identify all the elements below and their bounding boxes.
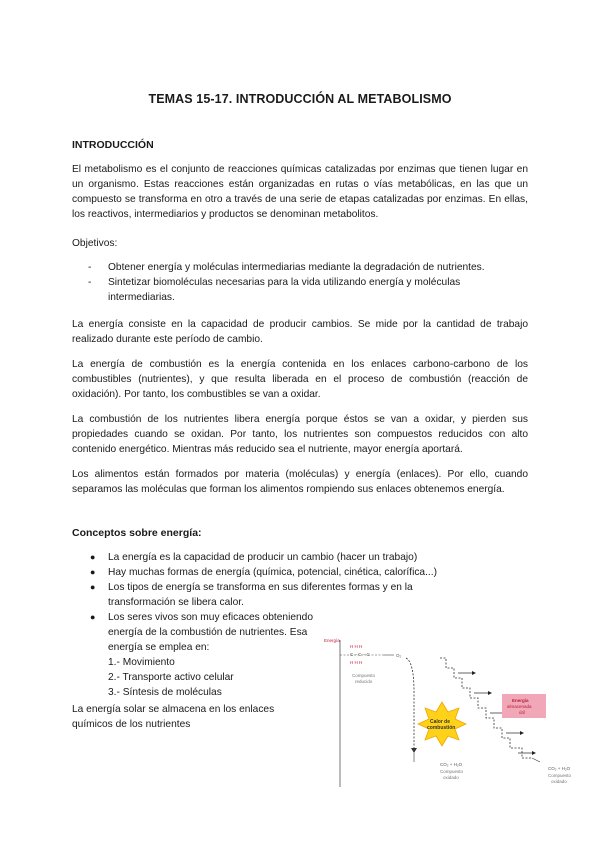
objective-text: Obtener energía y moléculas intermediarias mediante la degradación de nutrientes. xyxy=(108,262,485,273)
objectives-list xyxy=(88,260,528,305)
molecule-hydrogens: H H H xyxy=(350,644,363,649)
list-item: 2.- Transporte activo celular xyxy=(108,672,234,683)
page-title: TEMAS 15-17. INTRODUCCIÓN AL METABOLISMO xyxy=(148,92,452,106)
concept-text: Los seres vivos son muy eficaces obteniendo energía de la combustión de nutrientes. Esa energía se emplea en: xyxy=(108,612,313,653)
energy-diagram xyxy=(322,632,592,794)
stored-energy-label-1: Energía xyxy=(512,698,529,703)
combustion-heat-label-1: Calor de xyxy=(430,719,451,725)
objective-text: Sintetizar biomoléculas necesarias para la vida utilizando energía y moléculas intermediarias. xyxy=(108,277,461,303)
bullet-marker: ● xyxy=(90,582,96,592)
oxidized-right-label-2: oxidado xyxy=(551,779,567,784)
combustion-energy-figure xyxy=(322,632,592,794)
energy-paragraph: La energía consiste en la capacidad de producir cambios. Se mide por la cantidad de trabajo realizado durante este período de cambio. xyxy=(72,319,528,345)
product-right-label: CO₂ + H₂O xyxy=(548,766,571,771)
molecule-carbons: C – C – C xyxy=(350,652,370,657)
molecule-hydrogens-bottom: H H H xyxy=(350,660,363,665)
list-item xyxy=(88,260,528,275)
bullet-marker: ● xyxy=(90,552,96,562)
bullet-marker: ● xyxy=(90,612,96,622)
dash-marker: - xyxy=(88,262,92,273)
objectives-label: Objetivos: xyxy=(72,238,118,249)
concept-text: Hay muchas formas de energía (química, potencial, cinética, calorífica...) xyxy=(108,567,437,578)
concept-text: Los tipos de energía se transforma en sus diferentes formas y en la transformación se libera calor. xyxy=(108,582,413,608)
stored-energy-label-3: útil xyxy=(519,710,525,715)
oxidized-right-label-1: Compuesto xyxy=(548,773,572,778)
intro-heading: INTRODUCCIÓN xyxy=(72,139,154,151)
list-item xyxy=(88,610,328,700)
reduced-label-1: Compuesto xyxy=(352,673,376,678)
list-item xyxy=(88,580,438,610)
list-item: 3.- Síntesis de moléculas xyxy=(108,687,222,698)
combustion-energy-paragraph: La energía de combustión es la energía contenida en los enlaces carbono-carbono de los combustibles (nutrientes), y que resulta liberada en el proceso de combustión (reacción de oxidación). Por tanto, los combustibles se van a oxidar. xyxy=(72,359,528,400)
y-axis-label: Energía xyxy=(324,638,340,643)
oxidized-left-label-2: oxidado xyxy=(443,775,459,780)
concept-text: La energía es la capacidad de producir un cambio (hacer un trabajo) xyxy=(108,552,418,563)
concepts-heading: Conceptos sobre energía: xyxy=(72,527,202,539)
list-item xyxy=(88,565,528,580)
food-paragraph: Los alimentos están formados por materia (moléculas) y energía (enlaces). Por ello, cuando separamos las moléculas que forman los alimentos rompiendo sus enlaces obtenemos energía. xyxy=(72,469,528,495)
oxidized-left-label-1: Compuesto xyxy=(440,769,464,774)
dash-marker: - xyxy=(88,277,92,288)
bullet-marker: ● xyxy=(90,567,96,577)
stored-energy-label-2: almacenada xyxy=(507,704,532,709)
combustion-heat-label-2: combustión xyxy=(427,725,456,731)
nutrients-paragraph: La combustión de los nutrientes libera energía porque éstos se van a oxidar, y pierden sus propiedades cuando se oxidan. Por tanto, los nutrientes son compuestos reducidos con alto contenido energético. Mientras más reducido sea el nutriente, mayor energía aportará. xyxy=(72,414,528,455)
uses-list xyxy=(108,655,328,700)
intro-paragraph: El metabolismo es el conjunto de reacciones químicas catalizadas por enzimas que tienen lugar en un organismo. Estas reacciones están organizadas en rutas o vías metabólicas, en las que un compuesto se transforma en otro a través de una serie de etapas catalizadas por enzimas. En ellas, los reactivos, intermediarios y productos se denominan metabolitos. xyxy=(72,164,528,220)
solar-paragraph: La energía solar se almacena en los enlaces químicos de los nutrientes xyxy=(72,704,275,730)
list-item xyxy=(88,275,528,305)
reduced-label-2: reducido xyxy=(355,679,373,684)
list-item xyxy=(88,550,528,565)
product-left-label: CO₂ + H₂O xyxy=(440,762,463,767)
list-item: 1.- Movimiento xyxy=(108,657,175,668)
oxygen-label: O₂ xyxy=(396,653,402,658)
